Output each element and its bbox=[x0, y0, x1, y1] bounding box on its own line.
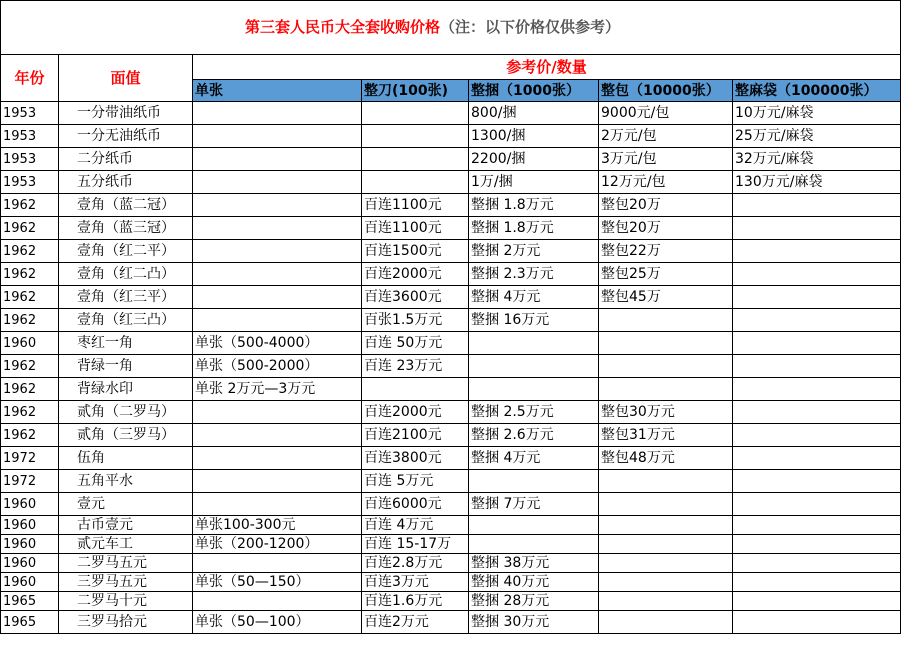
year-cell: 1960 bbox=[1, 535, 59, 554]
face-value-cell: 壹元 bbox=[59, 493, 193, 516]
year-cell: 1960 bbox=[1, 332, 59, 355]
year-cell: 1953 bbox=[1, 148, 59, 171]
bundle-price-cell bbox=[469, 332, 599, 355]
pack-price-cell: 2万元/包 bbox=[599, 125, 733, 148]
stack-price-cell: 百连1500元 bbox=[362, 240, 469, 263]
year-cell: 1972 bbox=[1, 447, 59, 470]
table-row bbox=[1, 286, 901, 309]
sack-price-cell bbox=[733, 493, 901, 516]
face-value-cell: 三罗马拾元 bbox=[59, 611, 193, 634]
pack-price-cell bbox=[599, 535, 733, 554]
bundle-price-cell bbox=[469, 470, 599, 493]
pack-price-cell: 整包31万元 bbox=[599, 424, 733, 447]
title-main: 第三套人民币大全套收购价格 bbox=[245, 18, 441, 36]
bundle-price-cell: 整捆 2.3万元 bbox=[469, 263, 599, 286]
bundle-price-cell: 整捆 4万元 bbox=[469, 447, 599, 470]
sack-price-cell bbox=[733, 535, 901, 554]
single-price-cell: 单张100-300元 bbox=[193, 516, 362, 535]
bundle-price-cell: 整捆 7万元 bbox=[469, 493, 599, 516]
face-value-cell: 贰角（三罗马） bbox=[59, 424, 193, 447]
face-value-cell: 五角平水 bbox=[59, 470, 193, 493]
pack-price-cell bbox=[599, 378, 733, 401]
pack-price-cell: 整包30万元 bbox=[599, 401, 733, 424]
header-single: 单张 bbox=[193, 80, 362, 102]
pack-price-cell bbox=[599, 309, 733, 332]
pack-price-cell: 12万元/包 bbox=[599, 171, 733, 194]
single-price-cell: 单张（200-1200） bbox=[193, 535, 362, 554]
stack-price-cell bbox=[362, 171, 469, 194]
table-row bbox=[1, 535, 901, 554]
face-value-cell: 枣红一角 bbox=[59, 332, 193, 355]
pack-price-cell bbox=[599, 592, 733, 611]
face-value-cell: 一分无油纸币 bbox=[59, 125, 193, 148]
sack-price-cell bbox=[733, 194, 901, 217]
face-value-cell: 壹角（红二平） bbox=[59, 240, 193, 263]
bundle-price-cell: 整捆 2万元 bbox=[469, 240, 599, 263]
bundle-price-cell: 整捆 38万元 bbox=[469, 554, 599, 573]
table-row bbox=[1, 401, 901, 424]
year-cell: 1953 bbox=[1, 125, 59, 148]
year-cell: 1962 bbox=[1, 378, 59, 401]
stack-price-cell: 百连 5万元 bbox=[362, 470, 469, 493]
header-sack: 整麻袋（100000张） bbox=[733, 80, 901, 102]
single-price-cell bbox=[193, 554, 362, 573]
pack-price-cell bbox=[599, 573, 733, 592]
bundle-price-cell bbox=[469, 516, 599, 535]
stack-price-cell: 百连 15-17万 bbox=[362, 535, 469, 554]
header-pack: 整包（10000张） bbox=[599, 80, 733, 102]
sack-price-cell bbox=[733, 286, 901, 309]
sack-price-cell bbox=[733, 447, 901, 470]
year-cell: 1960 bbox=[1, 554, 59, 573]
sack-price-cell bbox=[733, 355, 901, 378]
table-row bbox=[1, 378, 901, 401]
face-value-cell: 壹角（红三平） bbox=[59, 286, 193, 309]
year-cell: 1962 bbox=[1, 309, 59, 332]
table-row bbox=[1, 355, 901, 378]
face-value-cell: 二分纸币 bbox=[59, 148, 193, 171]
year-cell: 1962 bbox=[1, 424, 59, 447]
stack-price-cell: 百连2万元 bbox=[362, 611, 469, 634]
page-title bbox=[1, 1, 901, 55]
stack-price-cell: 百连 4万元 bbox=[362, 516, 469, 535]
sack-price-cell bbox=[733, 554, 901, 573]
bundle-price-cell: 整捆 1.8万元 bbox=[469, 217, 599, 240]
stack-price-cell: 百连3800元 bbox=[362, 447, 469, 470]
year-cell: 1962 bbox=[1, 240, 59, 263]
stack-price-cell: 百连 50万元 bbox=[362, 332, 469, 355]
single-price-cell bbox=[193, 217, 362, 240]
single-price-cell bbox=[193, 470, 362, 493]
single-price-cell bbox=[193, 592, 362, 611]
sack-price-cell bbox=[733, 240, 901, 263]
sack-price-cell bbox=[733, 516, 901, 535]
year-cell: 1962 bbox=[1, 263, 59, 286]
stack-price-cell: 百连1.6万元 bbox=[362, 592, 469, 611]
pack-price-cell: 整包22万 bbox=[599, 240, 733, 263]
pack-price-cell: 整包48万元 bbox=[599, 447, 733, 470]
single-price-cell bbox=[193, 309, 362, 332]
pack-price-cell bbox=[599, 516, 733, 535]
sack-price-cell bbox=[733, 424, 901, 447]
face-value-cell: 壹角（蓝二冠） bbox=[59, 194, 193, 217]
table-row bbox=[1, 148, 901, 171]
sack-price-cell bbox=[733, 217, 901, 240]
year-cell: 1962 bbox=[1, 217, 59, 240]
bundle-price-cell: 整捆 28万元 bbox=[469, 592, 599, 611]
table-row bbox=[1, 592, 901, 611]
year-cell: 1960 bbox=[1, 516, 59, 535]
stack-price-cell: 百连2000元 bbox=[362, 263, 469, 286]
face-value-cell: 一分带油纸币 bbox=[59, 102, 193, 125]
table-row bbox=[1, 171, 901, 194]
bundle-price-cell: 1万/捆 bbox=[469, 171, 599, 194]
single-price-cell bbox=[193, 286, 362, 309]
table-row bbox=[1, 516, 901, 535]
table-row bbox=[1, 194, 901, 217]
header-stack: 整刀(100张) bbox=[362, 80, 469, 102]
single-price-cell bbox=[193, 447, 362, 470]
stack-price-cell: 百连 23万元 bbox=[362, 355, 469, 378]
sack-price-cell: 25万元/麻袋 bbox=[733, 125, 901, 148]
single-price-cell bbox=[193, 194, 362, 217]
pack-price-cell bbox=[599, 611, 733, 634]
pack-price-cell: 9000元/包 bbox=[599, 102, 733, 125]
face-value-cell: 伍角 bbox=[59, 447, 193, 470]
bundle-price-cell: 整捆 2.6万元 bbox=[469, 424, 599, 447]
face-value-cell: 背绿水印 bbox=[59, 378, 193, 401]
table-row bbox=[1, 217, 901, 240]
bundle-price-cell bbox=[469, 378, 599, 401]
year-cell: 1962 bbox=[1, 194, 59, 217]
face-value-cell: 壹角（红三凸） bbox=[59, 309, 193, 332]
pack-price-cell bbox=[599, 554, 733, 573]
table-row bbox=[1, 102, 901, 125]
face-value-cell: 贰角（二罗马） bbox=[59, 401, 193, 424]
sack-price-cell bbox=[733, 378, 901, 401]
face-value-cell: 壹角（红二凸） bbox=[59, 263, 193, 286]
bundle-price-cell bbox=[469, 355, 599, 378]
year-cell: 1965 bbox=[1, 611, 59, 634]
stack-price-cell bbox=[362, 102, 469, 125]
sack-price-cell bbox=[733, 592, 901, 611]
header-year: 年份 bbox=[1, 55, 59, 102]
bundle-price-cell bbox=[469, 535, 599, 554]
sack-price-cell: 32万元/麻袋 bbox=[733, 148, 901, 171]
single-price-cell bbox=[193, 240, 362, 263]
single-price-cell bbox=[193, 493, 362, 516]
single-price-cell bbox=[193, 125, 362, 148]
bundle-price-cell: 整捆 40万元 bbox=[469, 573, 599, 592]
table-row bbox=[1, 263, 901, 286]
stack-price-cell: 百连1100元 bbox=[362, 217, 469, 240]
single-price-cell bbox=[193, 102, 362, 125]
bundle-price-cell: 2200/捆 bbox=[469, 148, 599, 171]
sack-price-cell bbox=[733, 332, 901, 355]
single-price-cell bbox=[193, 401, 362, 424]
stack-price-cell: 百连2.8万元 bbox=[362, 554, 469, 573]
bundle-price-cell: 整捆 1.8万元 bbox=[469, 194, 599, 217]
stack-price-cell: 百连3600元 bbox=[362, 286, 469, 309]
stack-price-cell bbox=[362, 125, 469, 148]
stack-price-cell: 百张1.5万元 bbox=[362, 309, 469, 332]
table-row bbox=[1, 493, 901, 516]
header-face-value: 面值 bbox=[59, 55, 193, 102]
bundle-price-cell: 整捆 2.5万元 bbox=[469, 401, 599, 424]
face-value-cell: 壹角（蓝三冠） bbox=[59, 217, 193, 240]
table-row bbox=[1, 424, 901, 447]
table-row bbox=[1, 611, 901, 634]
header-price-group: 参考价/数量 bbox=[193, 55, 901, 80]
stack-price-cell bbox=[362, 148, 469, 171]
year-cell: 1962 bbox=[1, 401, 59, 424]
sack-price-cell bbox=[733, 263, 901, 286]
year-cell: 1953 bbox=[1, 102, 59, 125]
year-cell: 1965 bbox=[1, 592, 59, 611]
face-value-cell: 背绿一角 bbox=[59, 355, 193, 378]
pack-price-cell: 整包25万 bbox=[599, 263, 733, 286]
stack-price-cell: 百连1100元 bbox=[362, 194, 469, 217]
title-note: （注：以下价格仅供参考） bbox=[440, 18, 621, 36]
face-value-cell: 古币壹元 bbox=[59, 516, 193, 535]
table-row bbox=[1, 240, 901, 263]
pack-price-cell: 整包20万 bbox=[599, 194, 733, 217]
single-price-cell: 单张（50—100） bbox=[193, 611, 362, 634]
pack-price-cell: 整包20万 bbox=[599, 217, 733, 240]
stack-price-cell: 百连2100元 bbox=[362, 424, 469, 447]
single-price-cell bbox=[193, 171, 362, 194]
year-cell: 1962 bbox=[1, 286, 59, 309]
sack-price-cell bbox=[733, 573, 901, 592]
year-cell: 1960 bbox=[1, 573, 59, 592]
year-cell: 1960 bbox=[1, 493, 59, 516]
stack-price-cell: 百连2000元 bbox=[362, 401, 469, 424]
bundle-price-cell: 整捆 30万元 bbox=[469, 611, 599, 634]
bundle-price-cell: 整捆 4万元 bbox=[469, 286, 599, 309]
single-price-cell: 单张 2万元—3万元 bbox=[193, 378, 362, 401]
single-price-cell: 单张（500-4000） bbox=[193, 332, 362, 355]
bundle-price-cell: 整捆 16万元 bbox=[469, 309, 599, 332]
table-row bbox=[1, 332, 901, 355]
single-price-cell bbox=[193, 263, 362, 286]
header-bundle: 整捆（1000张） bbox=[469, 80, 599, 102]
table-row bbox=[1, 470, 901, 493]
table-row bbox=[1, 554, 901, 573]
pack-price-cell: 3万元/包 bbox=[599, 148, 733, 171]
pack-price-cell bbox=[599, 470, 733, 493]
year-cell: 1962 bbox=[1, 355, 59, 378]
face-value-cell: 三罗马五元 bbox=[59, 573, 193, 592]
table-row bbox=[1, 309, 901, 332]
bundle-price-cell: 800/捆 bbox=[469, 102, 599, 125]
pack-price-cell: 整包45万 bbox=[599, 286, 733, 309]
sack-price-cell bbox=[733, 401, 901, 424]
pack-price-cell bbox=[599, 332, 733, 355]
single-price-cell bbox=[193, 424, 362, 447]
stack-price-cell: 百连3万元 bbox=[362, 573, 469, 592]
face-value-cell: 二罗马十元 bbox=[59, 592, 193, 611]
face-value-cell: 五分纸币 bbox=[59, 171, 193, 194]
stack-price-cell bbox=[362, 378, 469, 401]
face-value-cell: 二罗马五元 bbox=[59, 554, 193, 573]
table-row bbox=[1, 125, 901, 148]
sack-price-cell: 10万元/麻袋 bbox=[733, 102, 901, 125]
table-row bbox=[1, 447, 901, 470]
stack-price-cell: 百连6000元 bbox=[362, 493, 469, 516]
year-cell: 1972 bbox=[1, 470, 59, 493]
bundle-price-cell: 1300/捆 bbox=[469, 125, 599, 148]
sack-price-cell bbox=[733, 309, 901, 332]
single-price-cell bbox=[193, 148, 362, 171]
year-cell: 1953 bbox=[1, 171, 59, 194]
sack-price-cell bbox=[733, 611, 901, 634]
pack-price-cell bbox=[599, 355, 733, 378]
pack-price-cell bbox=[599, 493, 733, 516]
sack-price-cell bbox=[733, 470, 901, 493]
face-value-cell: 贰元车工 bbox=[59, 535, 193, 554]
single-price-cell: 单张（50—150） bbox=[193, 573, 362, 592]
single-price-cell: 单张（500-2000） bbox=[193, 355, 362, 378]
sack-price-cell: 130万元/麻袋 bbox=[733, 171, 901, 194]
table-row bbox=[1, 573, 901, 592]
